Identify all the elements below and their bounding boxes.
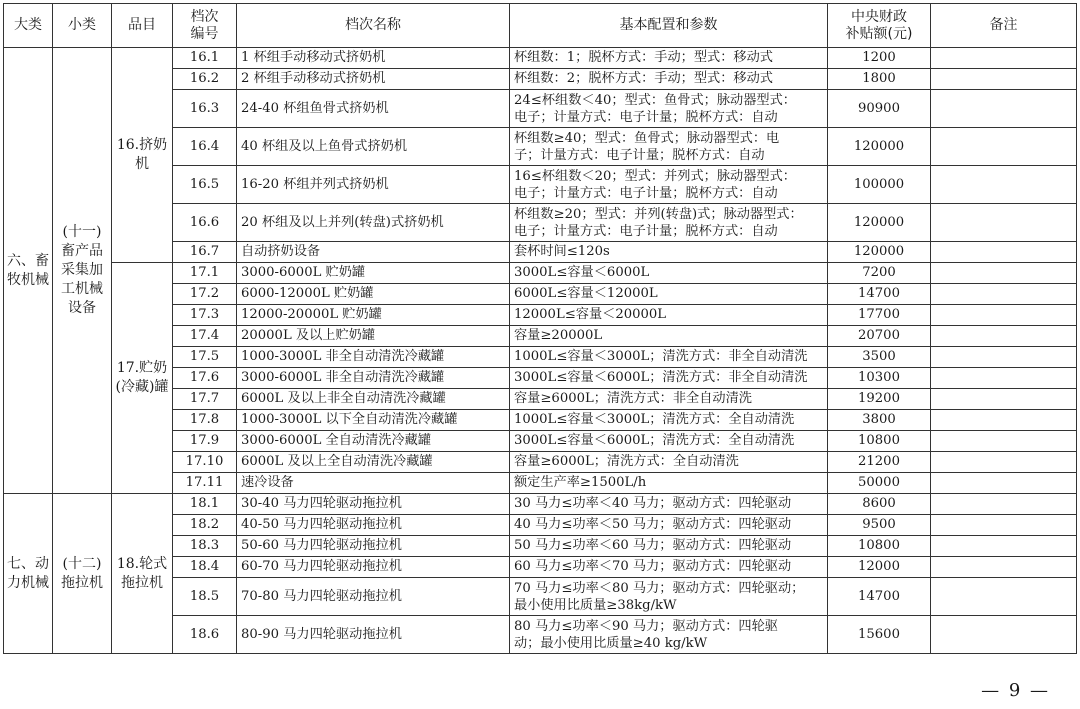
subsidy-amount: 8600 (828, 494, 931, 515)
grade-name: 20 杯组及以上并列(转盘)式挤奶机 (237, 204, 510, 242)
remark-cell (931, 242, 1077, 263)
grade-name: 24-40 杯组鱼骨式挤奶机 (237, 90, 510, 128)
grade-code: 16.2 (173, 69, 237, 90)
item-cell: 18.轮式拖拉机 (112, 494, 173, 654)
subsidy-amount: 17700 (828, 305, 931, 326)
grade-name: 12000-20000L 贮奶罐 (237, 305, 510, 326)
grade-code: 18.4 (173, 557, 237, 578)
config-cell: 1000L≤容量＜3000L；清洗方式：非全自动清洗 (510, 347, 828, 368)
grade-name: 60-70 马力四轮驱动拖拉机 (237, 557, 510, 578)
grade-name: 3000-6000L 全自动清洗冷藏罐 (237, 431, 510, 452)
grade-code: 16.3 (173, 90, 237, 128)
header-subsidy: 中央财政 补贴额(元) (828, 4, 931, 48)
grade-code: 17.11 (173, 473, 237, 494)
grade-code: 17.10 (173, 452, 237, 473)
grade-name: 80-90 马力四轮驱动拖拉机 (237, 616, 510, 654)
grade-name: 50-60 马力四轮驱动拖拉机 (237, 536, 510, 557)
grade-name: 1000-3000L 非全自动清洗冷藏罐 (237, 347, 510, 368)
remark-cell (931, 284, 1077, 305)
header-subcategory: 小类 (53, 4, 112, 48)
remark-cell (931, 368, 1077, 389)
grade-code: 18.3 (173, 536, 237, 557)
grade-name: 1000-3000L 以下全自动清洗冷藏罐 (237, 410, 510, 431)
grade-code: 16.1 (173, 48, 237, 69)
header-grade-name: 档次名称 (237, 4, 510, 48)
config-cell: 额定生产率≥1500L/h (510, 473, 828, 494)
page-number: — 9 — (981, 680, 1050, 701)
header-config: 基本配置和参数 (510, 4, 828, 48)
grade-code: 18.1 (173, 494, 237, 515)
subsidy-amount: 120000 (828, 204, 931, 242)
config-cell: 容量≥6000L；清洗方式：全自动清洗 (510, 452, 828, 473)
grade-code: 17.3 (173, 305, 237, 326)
config-cell: 70 马力≤功率＜80 马力；驱动方式：四轮驱动； 最小使用比质量≥38kg/kW (510, 578, 828, 616)
grade-name: 20000L 及以上贮奶罐 (237, 326, 510, 347)
grade-code: 17.7 (173, 389, 237, 410)
category-cell: 七、动力机械 (4, 494, 53, 654)
item-cell: 17.贮奶(冷藏)罐 (112, 263, 173, 494)
subsidy-amount: 1800 (828, 69, 931, 90)
grade-code: 16.4 (173, 128, 237, 166)
table-row (4, 263, 1077, 284)
subsidy-amount: 90900 (828, 90, 931, 128)
subsidy-amount: 3500 (828, 347, 931, 368)
subsidy-amount: 14700 (828, 284, 931, 305)
config-cell: 容量≥6000L；清洗方式：非全自动清洗 (510, 389, 828, 410)
header-grade-code: 档次 编号 (173, 4, 237, 48)
config-cell: 30 马力≤功率＜40 马力；驱动方式：四轮驱动 (510, 494, 828, 515)
grade-code: 18.6 (173, 616, 237, 654)
remark-cell (931, 204, 1077, 242)
subsidy-amount: 10300 (828, 368, 931, 389)
grade-name: 40 杯组及以上鱼骨式挤奶机 (237, 128, 510, 166)
subsidy-amount: 3800 (828, 410, 931, 431)
grade-code: 18.5 (173, 578, 237, 616)
remark-cell (931, 69, 1077, 90)
subsidy-amount: 9500 (828, 515, 931, 536)
header-row (4, 4, 1077, 48)
config-cell: 24≤杯组数＜40；型式：鱼骨式；脉动器型式： 电子；计量方式：电子计量；脱杯方式：自动 (510, 90, 828, 128)
config-cell: 60 马力≤功率＜70 马力；驱动方式：四轮驱动 (510, 557, 828, 578)
category-cell: 六、畜牧机械 (4, 48, 53, 494)
grade-name: 自动挤奶设备 (237, 242, 510, 263)
remark-cell (931, 578, 1077, 616)
subsidy-amount: 7200 (828, 263, 931, 284)
grade-name: 40-50 马力四轮驱动拖拉机 (237, 515, 510, 536)
grade-code: 17.6 (173, 368, 237, 389)
remark-cell (931, 305, 1077, 326)
grade-code: 17.8 (173, 410, 237, 431)
remark-cell (931, 347, 1077, 368)
config-cell: 16≤杯组数＜20；型式：并列式；脉动器型式： 电子；计量方式：电子计量；脱杯方式：自动 (510, 166, 828, 204)
remark-cell (931, 515, 1077, 536)
config-cell: 杯组数≥40；型式：鱼骨式；脉动器型式：电 子；计量方式：电子计量；脱杯方式：自动 (510, 128, 828, 166)
remark-cell (931, 473, 1077, 494)
subsidy-amount: 14700 (828, 578, 931, 616)
grade-name: 70-80 马力四轮驱动拖拉机 (237, 578, 510, 616)
grade-name: 2 杯组手动移动式挤奶机 (237, 69, 510, 90)
subsidy-amount: 19200 (828, 389, 931, 410)
config-cell: 杯组数：1；脱杯方式：手动；型式：移动式 (510, 48, 828, 69)
config-cell: 40 马力≤功率＜50 马力；驱动方式：四轮驱动 (510, 515, 828, 536)
remark-cell (931, 536, 1077, 557)
remark-cell (931, 452, 1077, 473)
subsidy-amount: 120000 (828, 128, 931, 166)
grade-code: 17.9 (173, 431, 237, 452)
remark-cell (931, 431, 1077, 452)
config-cell: 3000L≤容量＜6000L；清洗方式：全自动清洗 (510, 431, 828, 452)
remark-cell (931, 166, 1077, 204)
config-cell: 1000L≤容量＜3000L；清洗方式：全自动清洗 (510, 410, 828, 431)
remark-cell (931, 90, 1077, 128)
grade-name: 16-20 杯组并列式挤奶机 (237, 166, 510, 204)
config-cell: 3000L≤容量＜6000L；清洗方式：非全自动清洗 (510, 368, 828, 389)
subcategory-cell: (十一)畜产品采集加工机械设备 (53, 48, 112, 494)
remark-cell (931, 128, 1077, 166)
grade-code: 17.2 (173, 284, 237, 305)
subsidy-amount: 20700 (828, 326, 931, 347)
subsidy-amount: 15600 (828, 616, 931, 654)
config-cell: 杯组数≥20；型式：并列(转盘)式；脉动器型式： 电子；计量方式：电子计量；脱杯方式：自动 (510, 204, 828, 242)
table-row (4, 494, 1077, 515)
subsidy-amount: 1200 (828, 48, 931, 69)
grade-name: 6000L 及以上非全自动清洗冷藏罐 (237, 389, 510, 410)
grade-name: 30-40 马力四轮驱动拖拉机 (237, 494, 510, 515)
remark-cell (931, 263, 1077, 284)
remark-cell (931, 48, 1077, 69)
subsidy-amount: 50000 (828, 473, 931, 494)
config-cell: 容量≥20000L (510, 326, 828, 347)
subsidy-amount: 100000 (828, 166, 931, 204)
remark-cell (931, 410, 1077, 431)
remark-cell (931, 616, 1077, 654)
subsidy-amount: 12000 (828, 557, 931, 578)
remark-cell (931, 389, 1077, 410)
header-item: 品目 (112, 4, 173, 48)
grade-code: 17.5 (173, 347, 237, 368)
config-cell: 12000L≤容量＜20000L (510, 305, 828, 326)
grade-name: 3000-6000L 非全自动清洗冷藏罐 (237, 368, 510, 389)
config-cell: 3000L≤容量＜6000L (510, 263, 828, 284)
grade-name: 3000-6000L 贮奶罐 (237, 263, 510, 284)
config-cell: 80 马力≤功率＜90 马力；驱动方式：四轮驱 动；最小使用比质量≥40 kg/kW (510, 616, 828, 654)
config-cell: 50 马力≤功率＜60 马力；驱动方式：四轮驱动 (510, 536, 828, 557)
subsidy-amount: 10800 (828, 536, 931, 557)
config-cell: 套杯时间≤120s (510, 242, 828, 263)
item-cell: 16.挤奶机 (112, 48, 173, 263)
grade-code: 17.1 (173, 263, 237, 284)
grade-code: 16.5 (173, 166, 237, 204)
grade-code: 18.2 (173, 515, 237, 536)
remark-cell (931, 557, 1077, 578)
header-category: 大类 (4, 4, 53, 48)
subsidy-table (3, 3, 1077, 654)
remark-cell (931, 326, 1077, 347)
grade-name: 1 杯组手动移动式挤奶机 (237, 48, 510, 69)
subsidy-amount: 10800 (828, 431, 931, 452)
grade-name: 速冷设备 (237, 473, 510, 494)
grade-name: 6000L 及以上全自动清洗冷藏罐 (237, 452, 510, 473)
config-cell: 6000L≤容量＜12000L (510, 284, 828, 305)
grade-code: 17.4 (173, 326, 237, 347)
subcategory-cell: (十二)拖拉机 (53, 494, 112, 654)
table-row (4, 48, 1077, 69)
grade-code: 16.7 (173, 242, 237, 263)
header-remark: 备注 (931, 4, 1077, 48)
grade-code: 16.6 (173, 204, 237, 242)
remark-cell (931, 494, 1077, 515)
subsidy-amount: 120000 (828, 242, 931, 263)
config-cell: 杯组数：2；脱杯方式：手动；型式：移动式 (510, 69, 828, 90)
grade-name: 6000-12000L 贮奶罐 (237, 284, 510, 305)
subsidy-amount: 21200 (828, 452, 931, 473)
